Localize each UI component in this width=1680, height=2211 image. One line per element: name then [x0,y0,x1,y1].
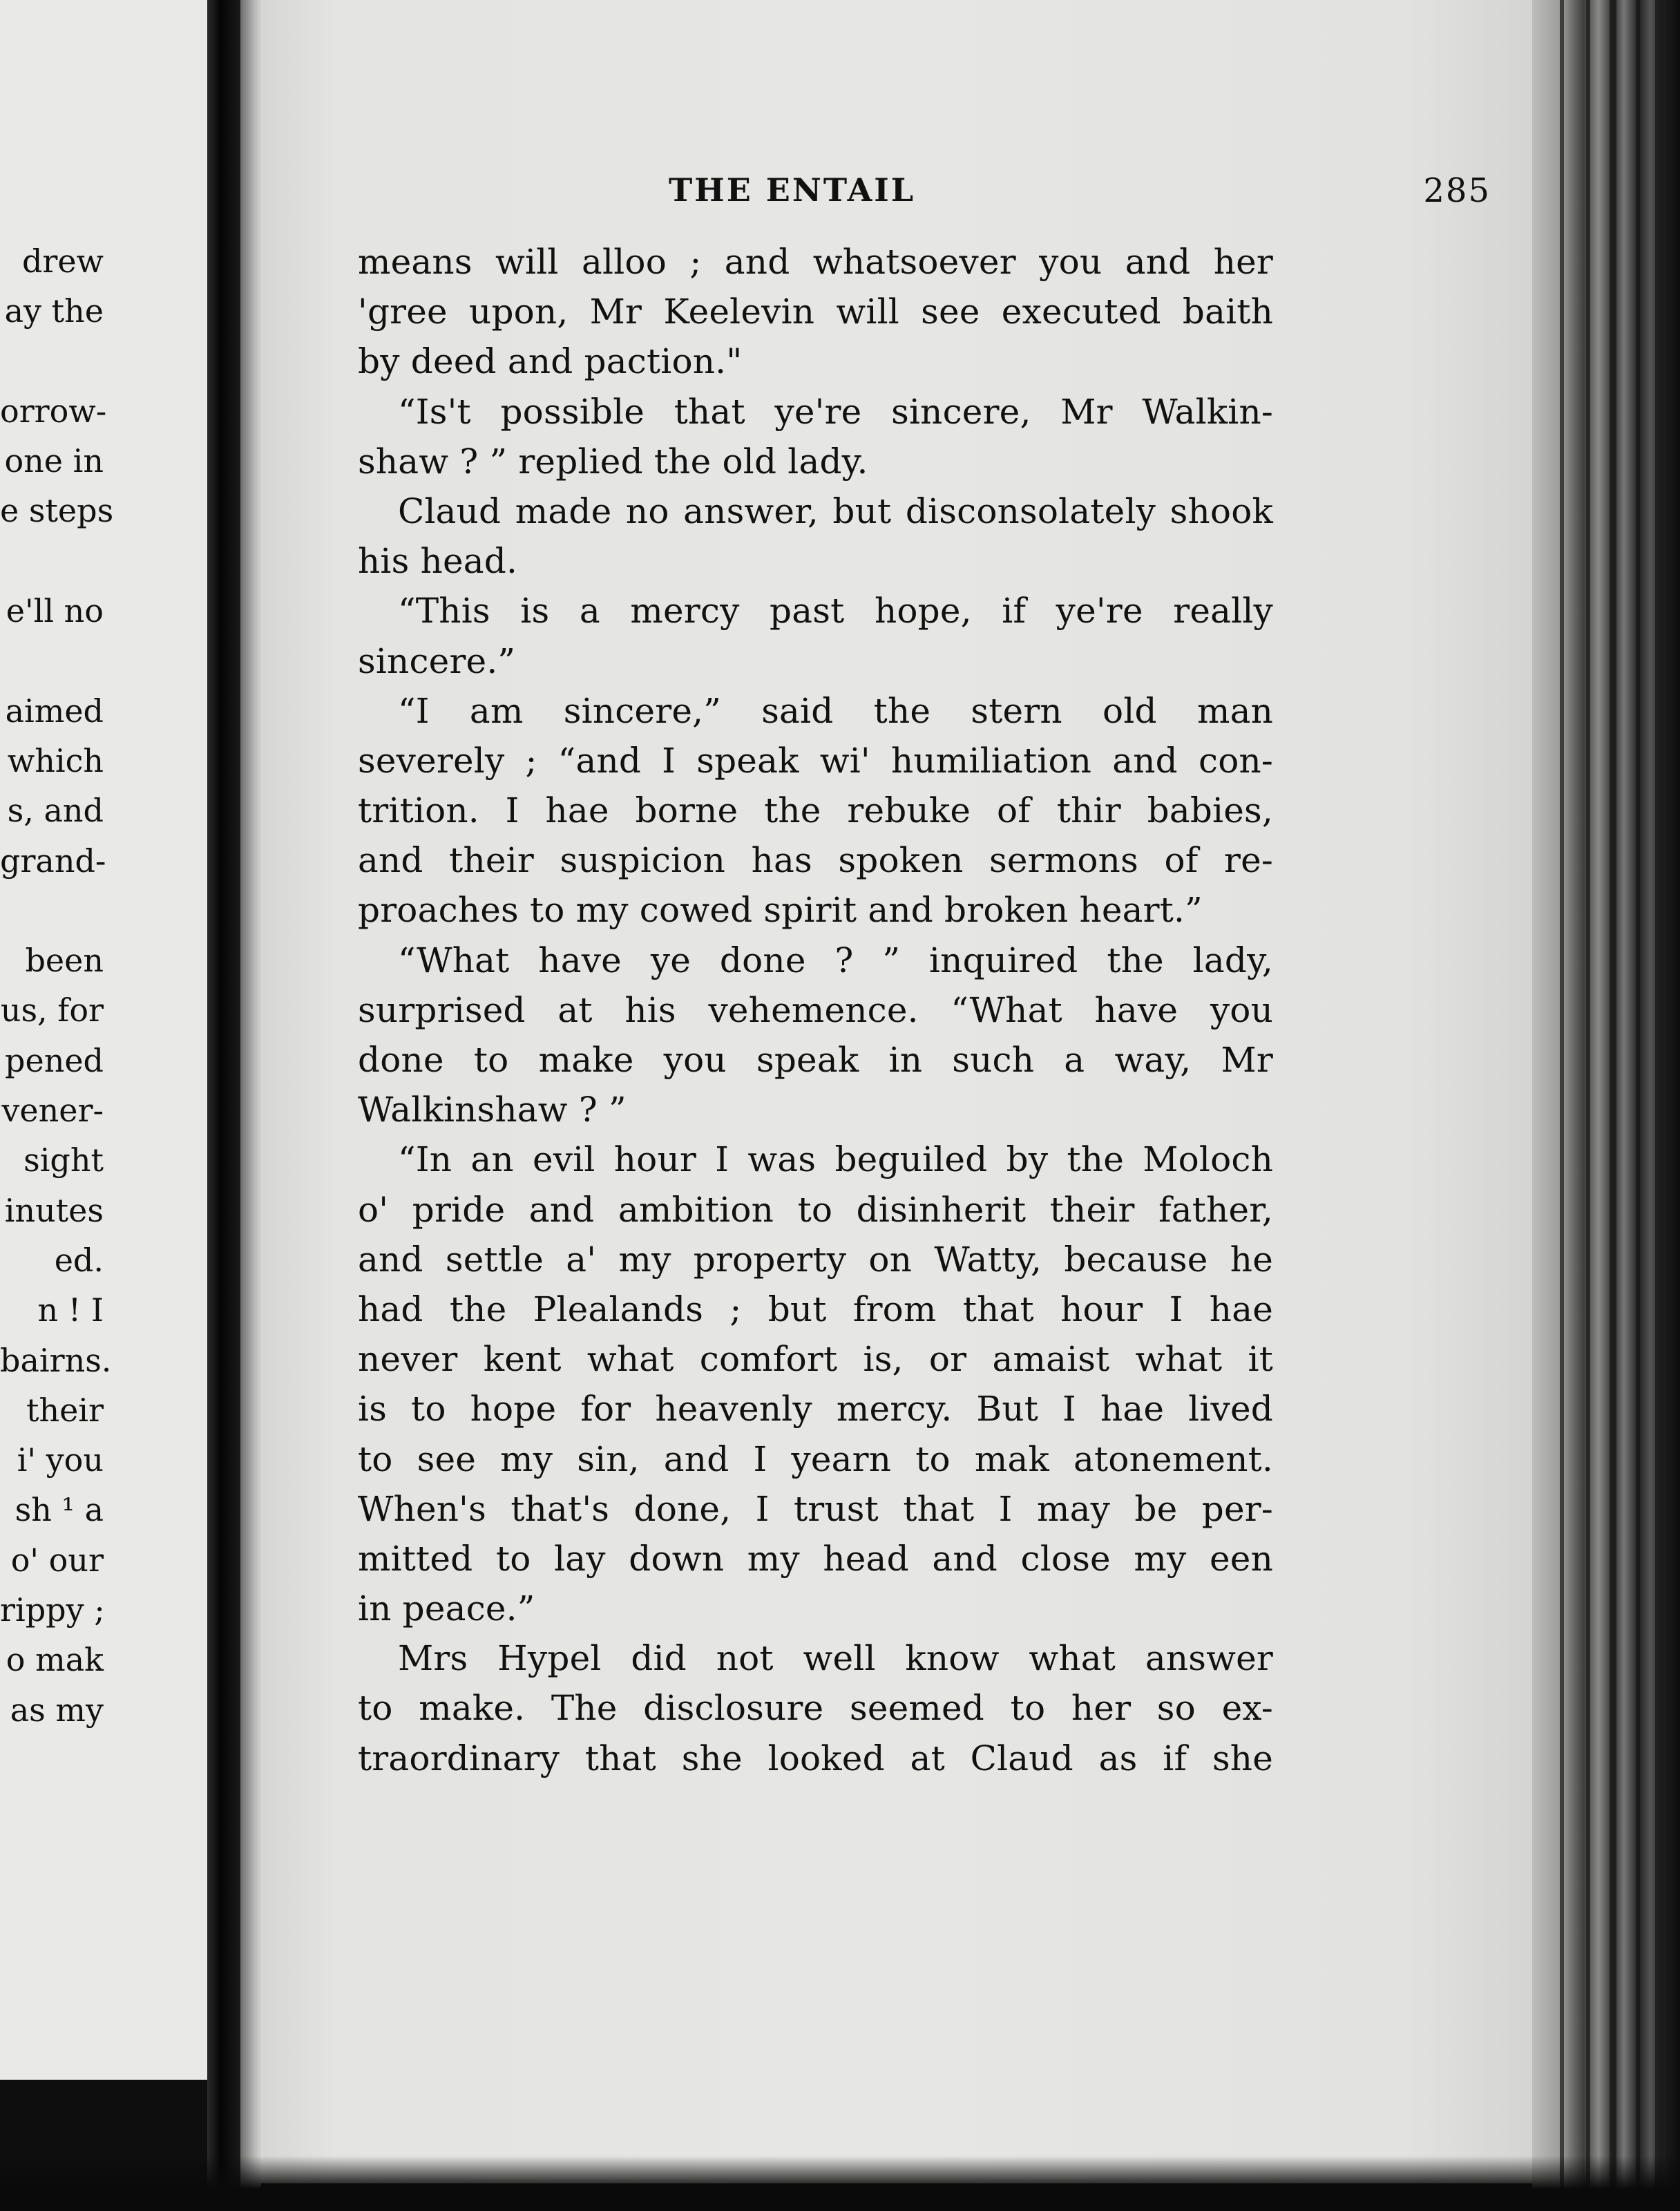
text-line: When's that's done, I trust that I may be per- [358,1488,1273,1529]
text-line: “In an evil hour I was beguiled by the Moloch [398,1139,1273,1180]
text-line: his head. [358,541,518,582]
text-line: never kent what comfort is, or amaist what it [358,1339,1273,1380]
page-inner-margin [240,0,261,2211]
bottom-shadow [0,2156,1680,2211]
left-page-fragment: o' our [10,1541,104,1579]
text-line: “Is't possible that ye're sincere, Mr Walkin- [398,391,1273,432]
left-page-fragment [0,636,207,685]
text-line: surprised at his vehemence. “What have you [358,989,1273,1030]
left-page-fragment: e steps [0,492,114,530]
right-page [261,0,1532,2183]
left-page-fragment: aimed [5,692,104,730]
left-page-fragment: sight [23,1141,104,1179]
running-header [261,171,1532,220]
left-page-fragment: their [26,1391,104,1429]
book-fore-edge [1532,0,1680,2211]
left-page-fragment: n ! I [37,1291,104,1329]
left-page-fragment: rippy ; [0,1591,105,1629]
left-page-fragment: drew [21,243,104,280]
left-page-fragment: ed. [54,1241,104,1279]
left-page-fragment [0,536,207,586]
text-line: sincere.” [358,640,516,681]
left-page-fragment: i' you [17,1441,104,1479]
left-page-fragment: grand- [0,842,106,880]
left-page-fragment: o mak [6,1641,104,1679]
text-line: severely ; “and I speak wi' humiliation and con- [358,740,1273,781]
text-line: done to make you speak in such a way, Mr [358,1040,1273,1080]
text-line: mitted to lay down my head and close my een [358,1538,1273,1579]
left-page-fragment: inutes [4,1191,104,1229]
text-line: is to hope for heavenly mercy. But I hae lived [358,1389,1273,1430]
text-line: by deed and paction." [358,341,743,382]
left-page-fragment: pened [5,1041,104,1079]
text-line: “This is a mercy past hope, if ye're really [398,591,1273,632]
left-page-fragment: ay the [4,292,104,330]
text-line: Walkinshaw ? ” [358,1090,627,1130]
text-line: traordinary that she looked at Claud as if she [358,1738,1273,1778]
text-line: o' pride and ambition to disinherit their father, [358,1189,1273,1230]
text-line: 'gree upon, Mr Keelevin will see executed baith [358,292,1273,332]
text-line: to see my sin, and I yearn to mak atonement. [358,1439,1273,1479]
text-line: and their suspicion has spoken sermons of re- [358,840,1273,881]
text-line: to make. The disclosure seemed to her so ex- [358,1688,1273,1729]
text-line: had the Plealands ; but from that hour I hae [358,1289,1273,1329]
text-line: Mrs Hypel did not well know what answer [398,1638,1273,1679]
left-page-fragment: orrow- [0,392,107,430]
left-page-fragment: s, and [7,792,104,830]
left-page-fragment: as my [10,1691,104,1729]
text-line: “What have ye done ? ” inquired the lady, [398,940,1273,980]
left-page-fragment: one in [4,442,104,480]
left-facing-page [0,0,207,2080]
text-line: Claud made no answer, but disconsolately shook [398,491,1273,531]
book-gutter-shadow [207,0,240,2211]
left-page-fragment: been [25,942,104,980]
left-page-text-fragments [0,236,207,1735]
left-page-fragment: bairns. [0,1341,112,1379]
body-text [358,237,1273,1783]
left-page-fragment: sh ¹ a [15,1491,104,1529]
text-line: and settle a' my property on Watty, because he [358,1239,1273,1280]
left-page-fragment [0,336,207,386]
text-line: in peace.” [358,1588,535,1629]
text-line: shaw ? ” replied the old lady. [358,441,868,482]
text-line: trition. I hae borne the rebuke of thir babies, [358,790,1273,831]
running-title: THE ENTAIL [669,171,916,209]
page-number: 285 [1423,171,1491,210]
left-page-fragment: vener- [1,1092,104,1130]
left-page-fragment: us, for [0,991,104,1029]
text-line: means will alloo ; and whatsoever you and her [358,242,1273,282]
left-page-fragment [0,886,207,936]
left-page-fragment: e'll no [6,592,104,630]
left-page-fragment: which [7,741,104,779]
text-line: proaches to my cowed spirit and broken heart.” [358,890,1203,931]
text-line: “I am sincere,” said the stern old man [398,690,1273,731]
